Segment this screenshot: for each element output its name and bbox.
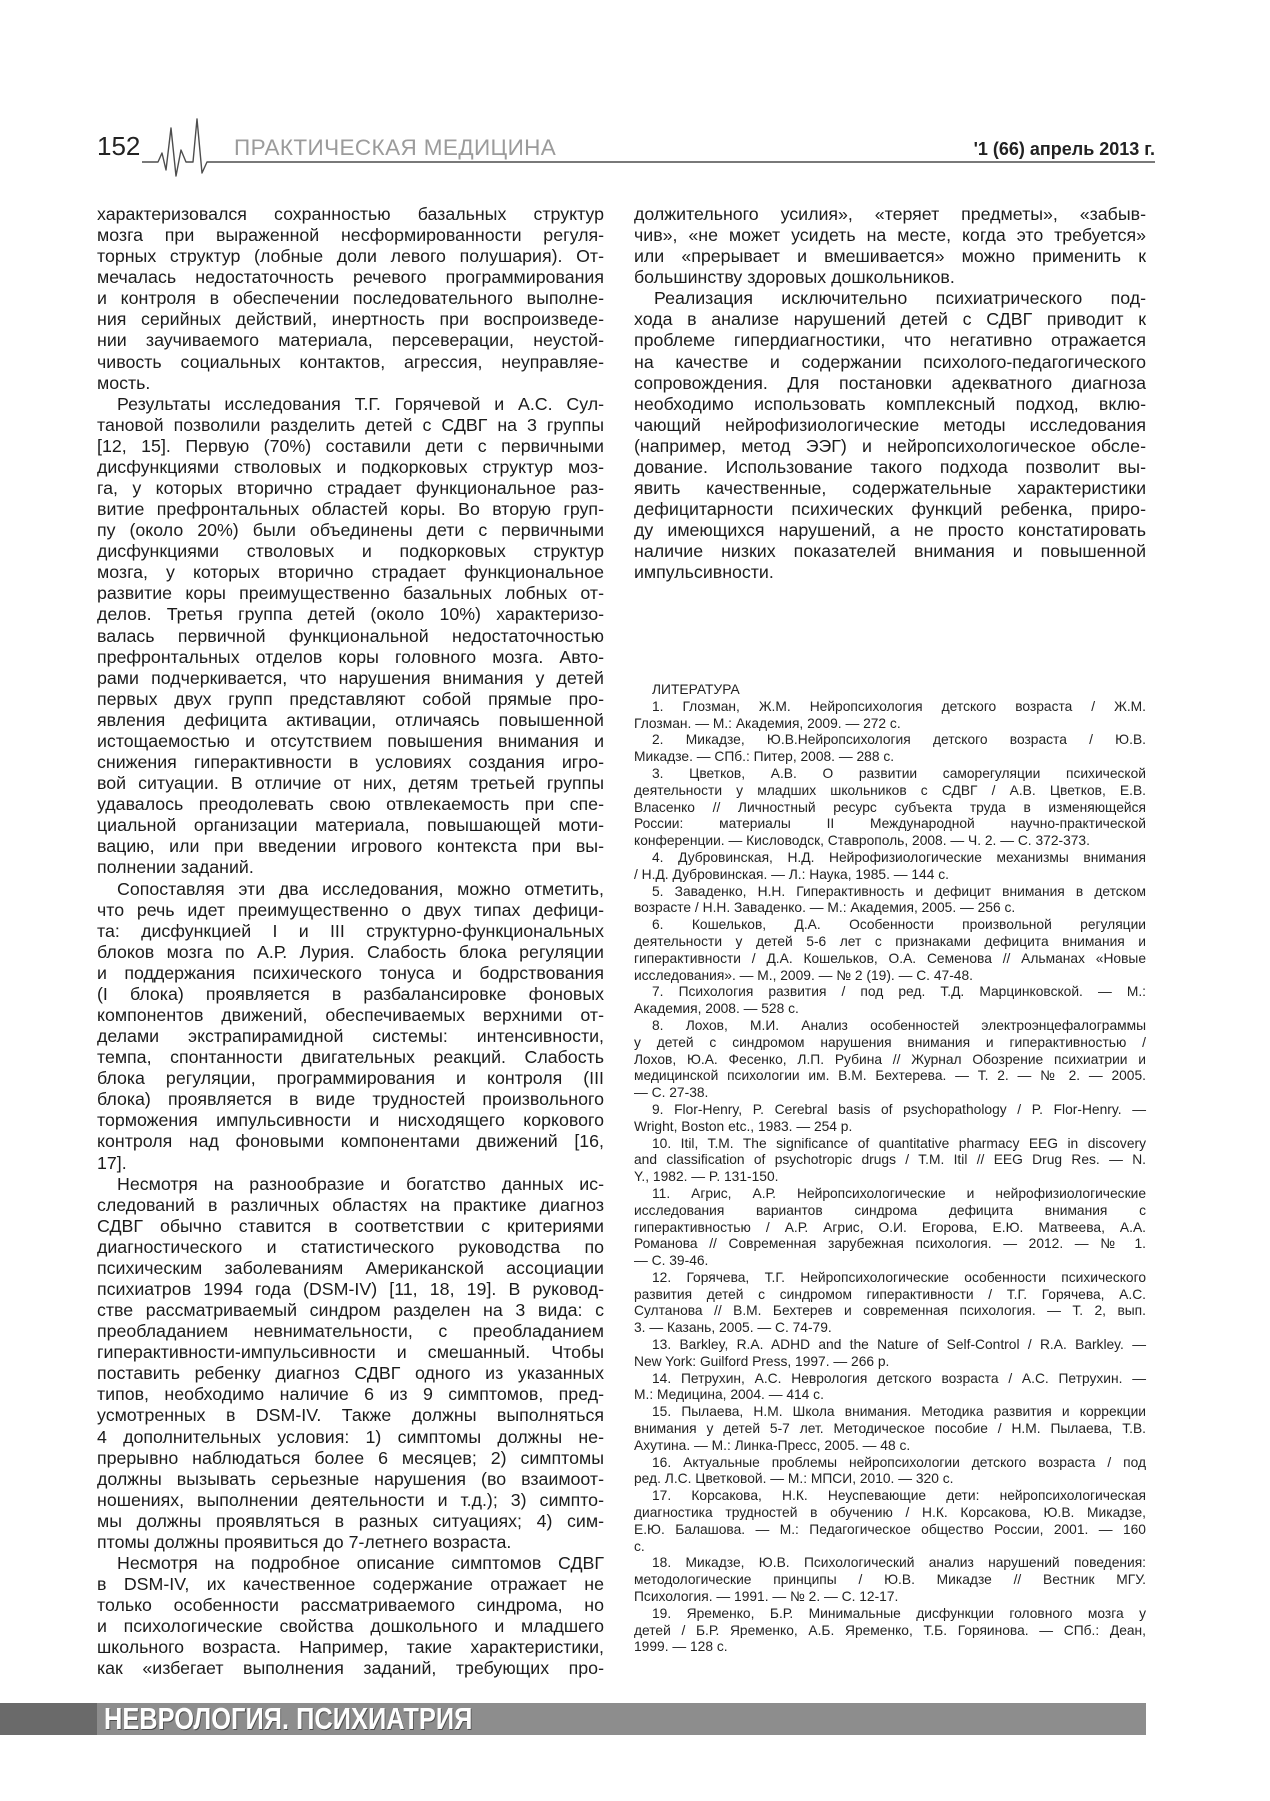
text-line: поставить ребенку диагноз СДВГ одного из указанных — [97, 1363, 604, 1384]
text-line: 8. Лохов, М.И. Анализ особенностей электроэнцефалограммы — [652, 1017, 1146, 1033]
text-line: конференции. — Кисловодск, Ставрополь, 2008. — Ч. 2. — С. 372-373. — [634, 833, 1090, 849]
text-line: Сопоставляя эти два исследования, можно отметить, — [117, 878, 604, 899]
text-line: мозга, у которых вторично страдает функциональное — [97, 562, 604, 583]
text-line: Wright, Boston etc., 1983. — 254 p. — [634, 1118, 853, 1134]
text-line: детей / Б.Р. Яременко, А.Б. Яременко, Т.Б. Горяинова. — СПб.: Деан, — [634, 1622, 1146, 1638]
text-line: — С. 27-38. — [634, 1085, 709, 1101]
text-line: (например, метод ЭЭГ) и нейропсихологическое обсле- — [634, 435, 1146, 456]
text-line: Лохов, Ю.А. Фесенко, Л.П. Рубина // Журнал Обозрение психиатрии и — [634, 1051, 1146, 1067]
text-line: исследования вариантов синдрома дефицита внимания с — [634, 1202, 1146, 1218]
reference-item — [634, 1337, 1146, 1371]
reference-item — [634, 1606, 1146, 1656]
text-line: [12, 15]. Первую (70%) составили дети с первичными — [97, 435, 604, 456]
text-line: 4 дополнительных условия: 1) симптомы должны не- — [97, 1426, 604, 1447]
reference-item — [634, 1102, 1146, 1136]
text-line: Результаты исследования Т.Г. Горячевой и А.С. Сул- — [117, 393, 604, 414]
reference-item — [634, 1488, 1146, 1555]
text-line: 17. Корсакова, Н.К. Неуспевающие дети: нейропсихологическая — [652, 1488, 1146, 1504]
text-line: деятельности у детей 5-6 лет с признаками дефицита внимания и — [634, 933, 1146, 949]
text-line: блока) проявляется в виде трудностей произвольного — [97, 1089, 604, 1110]
text-line: ред. Л.С. Цветковой. — М.: МПСИ, 2010. — 320 с. — [634, 1471, 954, 1487]
text-line: внимания у детей 5-7 лет. Методическое пособие / Н.М. Пылаева, Т.В. — [634, 1421, 1146, 1437]
text-line: исследования». — М., 2009. — № 2 (19). — С. 47-48. — [634, 967, 973, 983]
text-line: методологические принципы / Ю.В. Микадзе // Вестник МГУ. — [634, 1572, 1146, 1588]
reference-item — [634, 1136, 1146, 1186]
text-line: прерывно наблюдаться более 6 месяцев; 2) симптомы — [97, 1447, 604, 1468]
text-line: 15. Пылаева, Н.М. Школа внимания. Методика развития и коррекции — [652, 1404, 1146, 1420]
text-line: тановой позволили разделить детей с СДВГ на 3 группы — [97, 414, 604, 435]
text-line: гиперактивностью / А.Р. Агрис, О.И. Егорова, Е.Ю. Матвеева, А.А. — [634, 1219, 1146, 1235]
text-line: психическим заболеваниям Американской ассоциации — [97, 1257, 604, 1278]
text-line: Y., 1982. — P. 131-150. — [634, 1169, 779, 1185]
text-line: с. — [634, 1538, 645, 1554]
text-line: истощаемостью и отсутствием повышения внимания и — [97, 730, 604, 751]
journal-title: ПРАКТИЧЕСКАЯ МЕДИЦИНА — [234, 135, 557, 160]
text-line: блока регуляции, программирования и контроля (III — [97, 1068, 604, 1089]
text-line: темпа, спонтанности двигательных реакций. Слабость — [97, 1047, 604, 1068]
paragraph — [97, 879, 604, 1174]
text-line: — С. 39-46. — [634, 1253, 709, 1269]
left-text-column — [97, 204, 604, 1679]
text-line: на качестве и содержании психолого-педагогического — [634, 351, 1146, 372]
text-line: Ахутина. — М.: Линка-Пресс, 2005. — 48 с. — [634, 1437, 911, 1453]
paragraph — [97, 1174, 604, 1553]
text-line: должительного усилия», «теряет предметы», «забыв- — [634, 204, 1146, 224]
text-line: 13. Barkley, R.A. ADHD and the Nature of Self-Control / R.A. Barkley. — — [652, 1337, 1146, 1353]
text-line: 16. Актуальные проблемы нейропсихологии детского возраста / под — [652, 1454, 1146, 1470]
text-line: 1999. — 128 с. — [634, 1639, 728, 1655]
text-line: 4. Дубровинская, Н.Д. Нейрофизиологические механизмы внимания — [652, 849, 1146, 865]
text-line: гиперактивности / Д.А. Кошельков, О.А. Семенова // Альманах «Новые — [634, 950, 1146, 966]
text-line: 10. Itil, T.M. The significance of quantitative pharmacy EEG in discovery — [652, 1135, 1146, 1151]
text-line: характеризовался сохранностью базальных структур — [97, 204, 604, 224]
text-line: проблеме гипердиагностики, что негативно отражается — [634, 330, 1146, 351]
section-title: НЕВРОЛОГИЯ. ПСИХИАТРИЯ — [104, 1701, 473, 1736]
text-line: необходимо использовать комплексный подход, вклю- — [634, 393, 1146, 414]
text-line: 17]. — [97, 1152, 127, 1173]
text-line: должны вызывать серьезные нарушения (во взаимоот- — [97, 1468, 604, 1489]
text-line: что речь идет преимущественно о двух типах дефици- — [97, 899, 604, 920]
paragraph — [97, 394, 604, 879]
text-line: 18. Микадзе, Ю.В. Психологический анализ нарушений поведения: — [652, 1555, 1146, 1571]
text-line: психиатров 1994 года (DSM-IV) [11, 18, 19]. В руковод- — [97, 1278, 604, 1299]
text-line: 6. Кошельков, Д.А. Особенности произвольной регуляции — [652, 917, 1146, 933]
text-line: возрасте / Н.Н. Заваденко. — М.: Академия, 2005. — 256 с. — [634, 900, 1016, 916]
reference-item — [634, 1404, 1146, 1454]
text-line: первых двух групп представляют собой прямые про- — [97, 688, 604, 709]
text-line: дисфункциями стволовых и подкорковых структур — [97, 541, 604, 562]
references-section — [634, 682, 1146, 1656]
text-line: 3. — Казань, 2005. — С. 74-79. — [634, 1320, 832, 1336]
text-line: удавалось преодолевать свою отвлекаемость при спе- — [97, 794, 604, 815]
text-line: Реализация исключительно психиатрического под- — [654, 288, 1146, 309]
text-line: рами подчеркивается, что нарушения внимания у детей — [97, 667, 604, 688]
text-line: дование. Использование такого подхода позволит вы- — [634, 456, 1146, 477]
text-line: та: дисфункцией I и III структурно-функциональных — [97, 920, 604, 941]
text-line: и контроля в обеспечении последовательного выполне- — [97, 288, 604, 309]
text-line: наличие низких показателей внимания и повышенной — [634, 541, 1146, 562]
text-line: только особенности рассматриваемого синдрома, но — [97, 1595, 604, 1616]
text-line: га, у которых вторично страдает функциональное раз- — [97, 478, 604, 499]
text-line: валась первичной функциональной недостаточностью — [97, 625, 604, 646]
text-line: 2. Микадзе, Ю.В.Нейропсихология детского возраста / Ю.В. — [652, 732, 1146, 748]
text-line: хода в анализе нарушений детей с СДВГ приводит к — [634, 309, 1146, 330]
text-line: вой ситуации. В отличие от них, детям третьей группы — [97, 773, 604, 794]
text-line: блоков мозга по А.Р. Лурия. Слабость блока регуляции — [97, 941, 604, 962]
reference-item — [634, 1018, 1146, 1102]
text-line: 11. Агрис, А.Р. Нейропсихологические и нейрофизиологические — [652, 1185, 1146, 1201]
text-line: деятельности у младших школьников с СДВГ / А.В. Цветков, Е.В. — [634, 782, 1146, 798]
text-line: 12. Горячева, Т.Г. Нейропсихологические особенности психического — [652, 1269, 1146, 1285]
text-line: или «прерывает и вмешивается» можно применить к — [634, 246, 1146, 267]
text-line: мость. — [97, 372, 151, 393]
text-line: пу (около 20%) были объединены дети с первичными — [97, 520, 604, 541]
paragraph — [97, 204, 604, 394]
text-line: М.: Медицина, 2004. — 414 с. — [634, 1387, 824, 1403]
text-line: как «избегает выполнения заданий, требующих про- — [97, 1658, 604, 1679]
references-heading: ЛИТЕРАТУРА — [652, 682, 740, 697]
text-line: 7. Психология развития / под ред. Т.Д. Марцинковской. — М.: — [652, 984, 1146, 1000]
right-text-column — [634, 204, 1146, 583]
section-footer-bar — [0, 1703, 1146, 1735]
text-line: дефицитарности психических функций ребенка, приро- — [634, 499, 1146, 520]
text-line: большинству здоровых дошкольников. — [634, 267, 955, 288]
text-line: мозга при выраженной несформированности регуля- — [97, 225, 604, 246]
reference-item — [634, 850, 1146, 884]
text-line: циальной организации материала, повышающей моти- — [97, 815, 604, 836]
reference-item — [634, 1555, 1146, 1605]
text-line: дисфункциями стволовых и подкорковых структур моз- — [97, 456, 604, 477]
text-line: России: материалы II Международной научно-практической — [634, 816, 1146, 832]
footer-accent-block — [0, 1703, 97, 1735]
text-line: медицинской психологии им. В.М. Бехтерева. — Т. 2. — № 2. — 2005. — [634, 1068, 1146, 1084]
text-line: New York: Guilford Press, 1997. — 266 p. — [634, 1353, 890, 1369]
text-line: импульсивности. — [634, 562, 774, 583]
text-line: развития детей с синдромом гиперактивности / Т.Г. Горячева, А.С. — [634, 1286, 1146, 1302]
text-line: 5. Заваденко, Н.Н. Гиперактивность и дефицит внимания в детском — [652, 883, 1146, 899]
paragraph — [634, 288, 1146, 583]
paragraph — [634, 204, 1146, 288]
reference-item — [634, 699, 1146, 733]
text-line: контроля над фоновыми компонентами движений [16, — [97, 1131, 604, 1152]
text-line: витие префронтальных областей коры. Во вторую груп- — [97, 499, 604, 520]
reference-item — [634, 917, 1146, 984]
text-line: Микадзе. — СПб.: Питер, 2008. — 288 с. — [634, 749, 895, 765]
text-line: 9. Flor-Henry, P. Cerebral basis of psychopathology / P. Flor-Henry. — — [652, 1101, 1146, 1117]
text-line: стве рассматриваемый синдром разделен на 3 вида: с — [97, 1300, 604, 1321]
issue-info: '1 (66) апрель 2013 г. — [973, 139, 1155, 159]
text-line: and classification of psychotropic drugs / T.M. Itil // EEG Drug Res. — N. — [634, 1152, 1146, 1168]
text-line: 3. Цветков, А.В. О развитии саморегуляции психической — [652, 765, 1146, 781]
text-line: снижения гиперактивности в условиях создания игро- — [97, 752, 604, 773]
text-line: чивость социальных контактов, агрессия, неуправляе- — [97, 351, 604, 372]
text-line: делами экстрапирамидной системы: интенсивности, — [97, 1026, 604, 1047]
text-line: СДВГ обычно ставится в соответствии с критериями — [97, 1215, 604, 1236]
text-line: Романова // Современная зарубежная психология. — 2012. — № 1. — [634, 1236, 1146, 1252]
reference-item — [634, 766, 1146, 850]
reference-item — [634, 884, 1146, 918]
text-line: / Н.Д. Дубровинская. — Л.: Наука, 1985. — 144 с. — [634, 866, 949, 882]
page-number: 152 — [97, 131, 141, 161]
text-line: следований в различных областях на практике диагноз — [97, 1194, 604, 1215]
text-line: префронтальных отделов коры головного мозга. Авто- — [97, 646, 604, 667]
text-line: диагностика трудностей в обучению / Н.К. Корсакова, Ю.В. Микадзе, — [634, 1505, 1146, 1521]
text-line: школьного возраста. Например, такие характеристики, — [97, 1637, 604, 1658]
text-line: сопровождения. Для постановки адекватного диагноза — [634, 372, 1146, 393]
text-line: усмотренных в DSM-IV. Также должны выполняться — [97, 1405, 604, 1426]
text-line: полнении заданий. — [97, 857, 254, 878]
text-line: делов. Третья группа детей (около 10%) характеризо- — [97, 604, 604, 625]
text-line: 1. Глозман, Ж.М. Нейропсихология детского возраста / Ж.М. — [652, 698, 1146, 714]
text-line: и психологические свойства дошкольного и младшего — [97, 1616, 604, 1637]
text-line: явления дефицита активации, отличаясь повышенной — [97, 709, 604, 730]
text-line: Несмотря на разнообразие и богатство данных ис- — [117, 1173, 604, 1194]
text-line: явить качественные, содержательные характеристики — [634, 478, 1146, 499]
text-line: ду имеющихся нарушений, а не просто констатировать — [634, 520, 1146, 541]
reference-item — [634, 1186, 1146, 1270]
text-line: птомы должны проявиться до 7-летнего возраста. — [97, 1531, 512, 1552]
text-line: и поддержания психического тонуса и бодрствования — [97, 962, 604, 983]
text-line: типов, необходимо наличие 6 из 9 симптомов, пред- — [97, 1384, 604, 1405]
text-line: преобладанием невнимательности, с преобладанием — [97, 1321, 604, 1342]
text-line: мы должны проявляться в разных ситуациях; 4) сим- — [97, 1510, 604, 1531]
text-line: (I блока) проявляется в разбалансировке фоновых — [97, 983, 604, 1004]
text-line: компонентов движений, обеспечиваемых верхними от- — [97, 1004, 604, 1025]
text-line: развитие коры преимущественно базальных лобных от- — [97, 583, 604, 604]
paragraph — [97, 1553, 604, 1679]
text-line: ния серийных действий, инертность при воспроизведе- — [97, 309, 604, 330]
reference-item — [634, 984, 1146, 1018]
text-line: 19. Яременко, Б.Р. Минимальные дисфункции головного мозга у — [652, 1605, 1146, 1621]
text-line: 14. Петрухин, А.С. Неврология детского возраста / А.С. Петрухин. — — [652, 1370, 1146, 1386]
reference-item — [634, 732, 1146, 766]
text-line: ношениях, выполнении деятельности и т.д.); 3) симпто- — [97, 1489, 604, 1510]
text-line: вацию, или при введении игрового контекста при вы- — [97, 836, 604, 857]
text-line: Султанова // В.М. Бехтерев и современная психология. — Т. 2, вып. — [634, 1303, 1146, 1319]
text-line: Е.Ю. Балашова. — М.: Педагогическое общество России, 2001. — 160 — [634, 1521, 1146, 1537]
text-line: у детей с синдромом нарушения внимания и гиперактивностью / — [634, 1034, 1146, 1050]
text-line: Академия, 2008. — 528 с. — [634, 1001, 799, 1017]
text-line: мечалась недостаточность речевого программирования — [97, 267, 604, 288]
reference-item — [634, 1455, 1146, 1489]
text-line: в DSM-IV, их качественное содержание отражает не — [97, 1574, 604, 1595]
text-line: чив», «не может усидеть на месте, когда это требуется» — [634, 225, 1146, 246]
text-line: Несмотря на подробное описание симптомов СДВГ — [117, 1553, 604, 1573]
text-line: диагностического и статистического руководства по — [97, 1236, 604, 1257]
text-line: торных структур (лобные доли левого полушария). От- — [97, 246, 604, 267]
reference-item — [634, 1371, 1146, 1405]
text-line: Психология. — 1991. — № 2. — С. 12-17. — [634, 1589, 899, 1605]
text-line: гиперактивности-импульсивности и смешанный. Чтобы — [97, 1342, 604, 1363]
text-line: чающий нейрофизиологические методы исследования — [634, 414, 1146, 435]
text-line: Власенко // Личностный ресурс субъекта труда в изменяющейся — [634, 799, 1146, 815]
reference-item — [634, 1270, 1146, 1337]
text-line: нии заучиваемого материала, персеверации, неустой- — [97, 330, 604, 351]
references-list — [634, 699, 1146, 1656]
text-line: торможения импульсивности и нисходящего коркового — [97, 1110, 604, 1131]
text-line: Глозман. — М.: Академия, 2009. — 272 с. — [634, 715, 901, 731]
